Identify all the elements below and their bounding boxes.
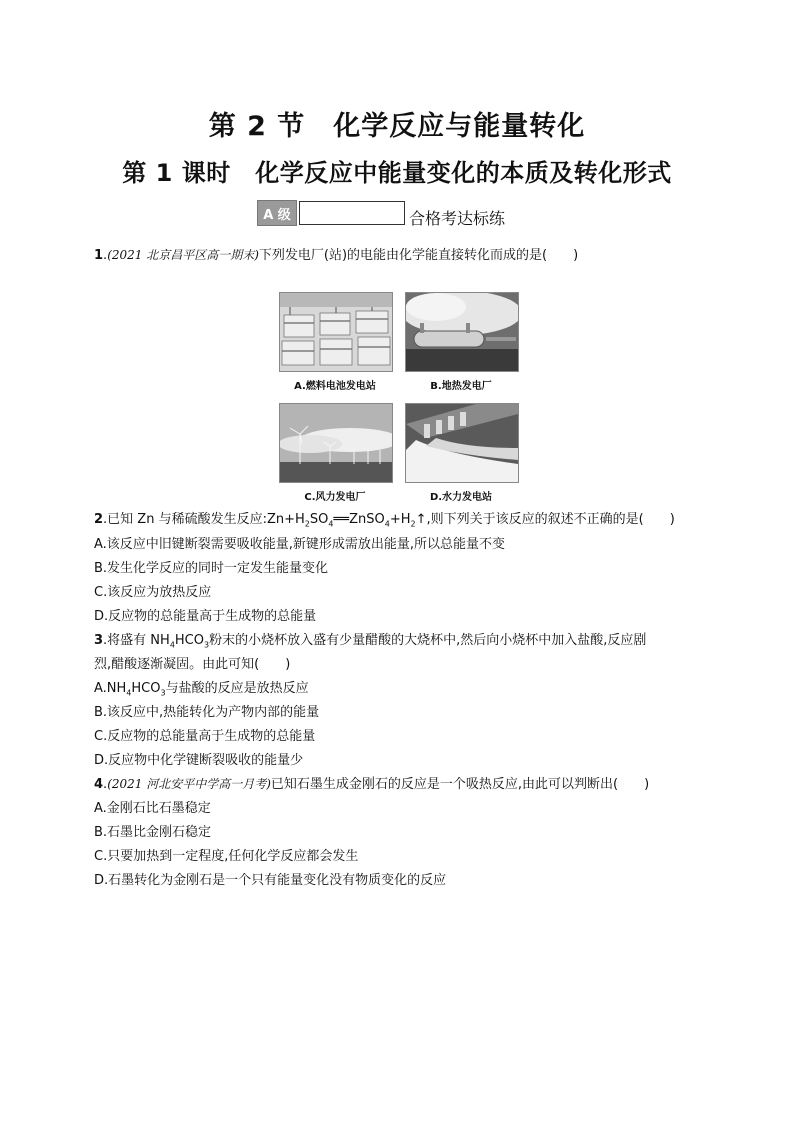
option-c-caption: C.风力发电厂 xyxy=(304,492,366,503)
option-d: D.石墨转化为金刚石是一个只有能量变化没有物质变化的反应 xyxy=(94,873,447,888)
fuel-cell-station-image xyxy=(279,292,393,372)
option-b-caption: B.地热发电厂 xyxy=(430,381,492,392)
question-number: 1 xyxy=(94,248,104,263)
question-text: 下列发电厂(站)的电能由化学能直接转化而成的是( ) xyxy=(258,248,579,263)
option-d-caption: D.水力发电站 xyxy=(429,492,493,503)
question-1-stem: 1.(2021 北京昌平区高一期末)下列发电厂(站)的电能由化学能直接转化而成的是( ) xyxy=(94,248,579,263)
level-badge: A 级 xyxy=(257,200,297,226)
geothermal-plant-image xyxy=(405,292,519,372)
question-text: .已知 Zn 与稀硫酸发生反应:Zn+H xyxy=(103,512,305,527)
level-blank-box xyxy=(299,201,405,225)
level-text: 合格考达标练 xyxy=(409,208,506,228)
subscript: 3 xyxy=(204,640,210,650)
option-text: 与盐酸的反应是放热反应 xyxy=(165,681,309,696)
question-number: 4 xyxy=(94,777,104,792)
question-4-stem: 4.(2021 河北安平中学高一月考)已知石墨生成金刚石的反应是一个吸热反应,由此可以判断出( ) xyxy=(94,777,650,792)
option-b: B.发生化学反应的同时一定发生能量变化 xyxy=(94,561,329,576)
question-number: 3 xyxy=(94,633,104,648)
question-text: ══ZnSO xyxy=(333,512,385,527)
level-header xyxy=(257,199,505,227)
lesson-title: 第 1 课时 化学反应中能量变化的本质及转化形式 xyxy=(122,159,672,187)
question-text: +H xyxy=(389,512,411,527)
question-text: HCO xyxy=(174,633,204,648)
question-source: (2021 河北安平中学高一月考) xyxy=(107,777,271,791)
question-3-stem xyxy=(94,629,646,650)
section-title: 第 2 节 化学反应与能量转化 xyxy=(208,111,586,142)
option-a-caption: A.燃料电池发电站 xyxy=(294,381,376,392)
option-c: C.只要加热到一定程度,任何化学反应都会发生 xyxy=(94,849,359,864)
option-a: A.该反应中旧键断裂需要吸收能量,新键形成需放出能量,所以总能量不变 xyxy=(94,537,506,552)
subscript: 2 xyxy=(410,519,416,529)
option-d: D.反应物中化学键断裂吸收的能量少 xyxy=(94,753,304,768)
question-text: SO xyxy=(309,512,329,527)
subscript: 4 xyxy=(126,688,132,698)
option-c: C.该反应为放热反应 xyxy=(94,585,212,600)
subscript: 4 xyxy=(169,640,175,650)
question-text: 已知石墨生成金刚石的反应是一个吸热反应,由此可以判断出( ) xyxy=(270,777,650,792)
option-a xyxy=(94,677,309,698)
question-text: ↑,则下列关于该反应的叙述不正确的是( ) xyxy=(415,512,675,527)
question-text: .将盛有 NH xyxy=(103,633,170,648)
question-source: (2021 北京昌平区高一期末) xyxy=(107,248,259,262)
subscript: 4 xyxy=(328,519,334,529)
question-number: 2 xyxy=(94,512,104,527)
wind-farm-image xyxy=(279,403,393,483)
option-c: C.反应物的总能量高于生成物的总能量 xyxy=(94,729,316,744)
option-a: A.金刚石比石墨稳定 xyxy=(94,801,211,816)
hydro-station-image xyxy=(405,403,519,483)
option-b: B.该反应中,热能转化为产物内部的能量 xyxy=(94,705,320,720)
option-text: A.NH xyxy=(94,681,127,696)
subscript: 3 xyxy=(160,688,166,698)
subscript: 2 xyxy=(304,519,310,529)
question-text: 粉末的小烧杯放入盛有少量醋酸的大烧杯中,然后向小烧杯中加入盐酸,反应剧 xyxy=(209,633,647,648)
option-d: D.反应物的总能量高于生成物的总能量 xyxy=(94,609,317,624)
option-b: B.石墨比金刚石稳定 xyxy=(94,825,212,840)
question-2-stem xyxy=(94,508,675,529)
question-3-stem-cont: 烈,醋酸逐渐凝固。由此可知( ) xyxy=(94,657,291,672)
subscript: 4 xyxy=(384,519,390,529)
option-text: HCO xyxy=(131,681,161,696)
